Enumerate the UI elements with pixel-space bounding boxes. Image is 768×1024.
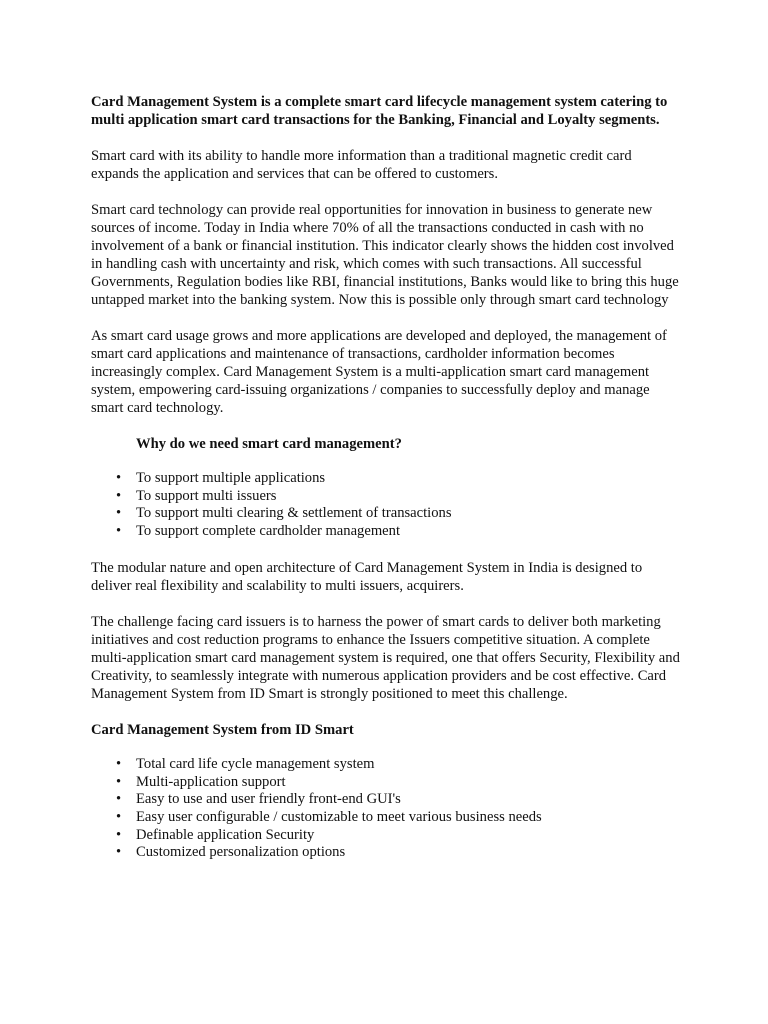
paragraph-opportunities: Smart card technology can provide real opportunities for innovation in business to generate new sources of income. Today in India where 70% of all the transactions conducted in cash with no involvement of a bank or financial institution. This indicator clearly shows the hidden cost involved in handling cash with uncertainty and risk, which comes with such transactions. All successful Governments, Regulation bodies like RBI, financial institutions, Banks would like to bring this huge untapped market into the banking system. Now this is possible only through smart card technology <box>91 202 679 308</box>
feature-list <box>91 756 681 862</box>
bullet-icon: • <box>116 523 122 540</box>
intro-bold-paragraph: Card Management System is a complete smart card lifecycle management system catering to multi application smart card transactions for the Banking, Financial and Loyalty segments. <box>91 94 668 128</box>
list-item <box>91 523 681 541</box>
bullet-icon: • <box>116 773 122 790</box>
list-item <box>91 809 681 827</box>
paragraph-smart-card-ability: Smart card with its ability to handle more information than a traditional magnetic credit card expands the application and services that can be offered to customers. <box>91 148 632 182</box>
paragraph-usage-grows: As smart card usage grows and more applications are developed and deployed, the management of smart card applications and maintenance of transactions, cardholder information becomes increasingly complex. Card Management System is a multi-application smart card management system, empowering card-issuing organizations / companies to successfully deploy and manage smart card technology. <box>91 328 667 416</box>
list-item-text: To support multi clearing & settlement of transactions <box>136 505 452 522</box>
list-item-text: Multi-application support <box>136 773 286 790</box>
list-item-text: Total card life cycle management system <box>136 755 375 772</box>
bullet-icon: • <box>116 808 122 825</box>
bullet-icon: • <box>116 487 122 504</box>
document-content <box>91 93 681 880</box>
list-item-text: To support multiple applications <box>136 470 326 486</box>
list-item <box>91 791 681 809</box>
list-item-text: Customized personalization options <box>136 844 346 861</box>
list-item <box>91 470 681 488</box>
list-item <box>91 756 681 774</box>
list-item <box>91 774 681 792</box>
paragraph-challenge: The challenge facing card issuers is to harness the power of smart cards to deliver both marketing initiatives and cost reduction programs to enhance the Issuers competitive situation. A complete multi-application smart card management system is required, one that offers Security, Flexibility and Creativity, to seamlessly integrate with numerous application providers and be cost effective. Card Management System from ID Smart is strongly positioned to meet this challenge. <box>91 613 680 702</box>
bullet-icon: • <box>116 470 122 486</box>
why-list <box>91 470 681 541</box>
list-item-text: To support multi issuers <box>136 487 277 504</box>
bullet-icon: • <box>116 791 122 808</box>
bullet-icon: • <box>116 505 122 522</box>
section-heading-id-smart: Card Management System from ID Smart <box>91 721 354 738</box>
list-item-text: Definable application Security <box>136 826 315 843</box>
list-item-text: Easy to use and user friendly front-end GUI's <box>136 791 401 808</box>
list-item <box>91 488 681 506</box>
paragraph-modular-nature: The modular nature and open architecture of Card Management System in India is designed to deliver real flexibility and scalability to multi issuers, acquirers. <box>91 559 643 594</box>
why-heading: Why do we need smart card management? <box>136 436 402 452</box>
bullet-icon: • <box>116 826 122 843</box>
list-item <box>91 505 681 523</box>
list-item <box>91 827 681 845</box>
list-item-text: To support complete cardholder management <box>136 523 401 540</box>
list-item <box>91 844 681 862</box>
bullet-icon: • <box>116 755 122 772</box>
list-item-text: Easy user configurable / customizable to meet various business needs <box>136 808 542 825</box>
bullet-icon: • <box>116 844 122 861</box>
